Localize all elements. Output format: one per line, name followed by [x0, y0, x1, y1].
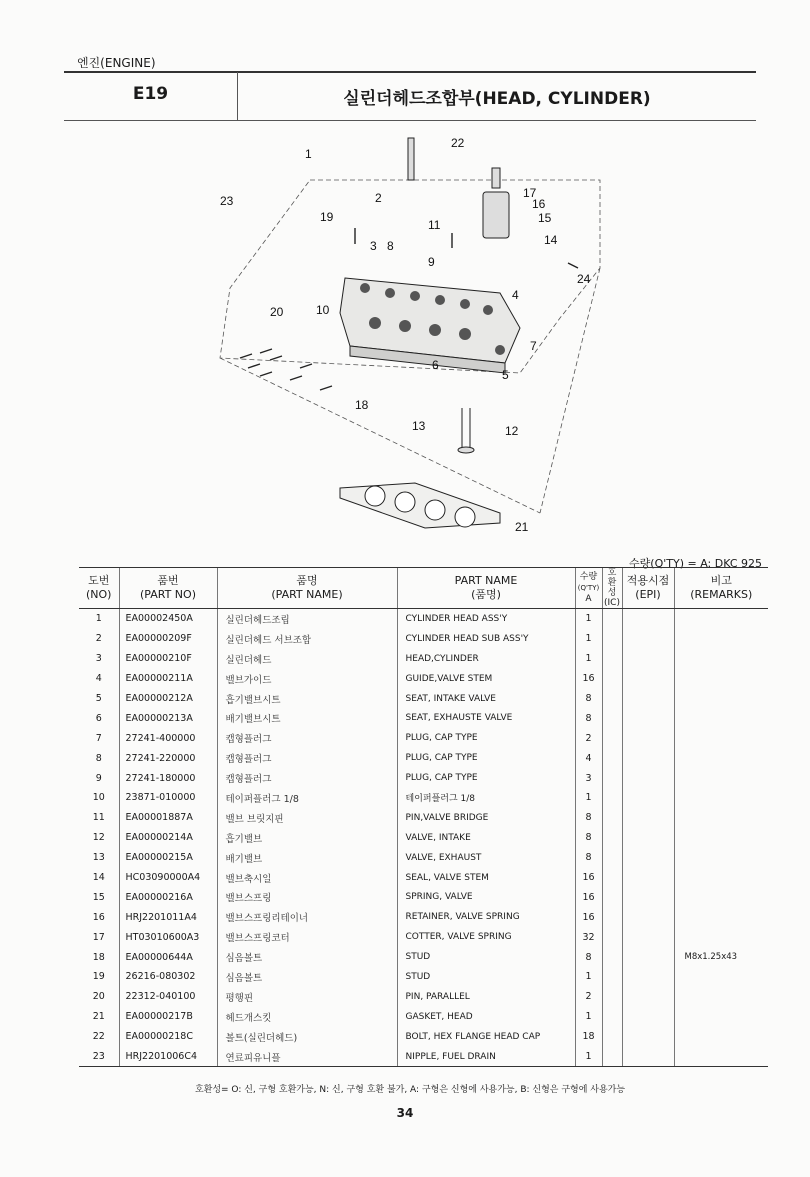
cell-qty: 4	[575, 748, 602, 768]
cell-part-no: HRJ2201011A4	[119, 907, 217, 927]
cell-part-no: EA00000210F	[119, 649, 217, 669]
cell-qty: 3	[575, 768, 602, 788]
cell-part-no: HC03090000A4	[119, 868, 217, 888]
callout-label: 6	[432, 358, 439, 372]
cell-no: 2	[95, 633, 102, 645]
cell-remarks	[674, 788, 768, 808]
cell-name-kr: 배기밸브	[217, 848, 397, 868]
cell-ic	[602, 669, 622, 689]
cell-name-en: SEAT, EXHAUSTE VALVE	[397, 708, 575, 728]
cell-name-kr: 실린더헤드조립	[217, 609, 397, 629]
cell-epi	[622, 1007, 674, 1027]
figure-code: E19	[132, 84, 169, 104]
cell-part-no: EA00000212A	[119, 689, 217, 709]
table-row	[79, 788, 768, 808]
callout-label: 19	[320, 210, 334, 224]
cell-part-no: EA00000213A	[119, 708, 217, 728]
cell-name-kr: 연료피유니플	[217, 1047, 397, 1067]
cell-no: 22	[92, 1031, 105, 1043]
cell-name-en: PIN,VALVE BRIDGE	[397, 808, 575, 828]
cell-part-no: EA00000215A	[119, 848, 217, 868]
cell-part-no: 27241-400000	[119, 728, 217, 748]
cell-name-en: NIPPLE, FUEL DRAIN	[397, 1047, 575, 1067]
cell-name-en: SEAT, INTAKE VALVE	[397, 689, 575, 709]
table-row	[79, 728, 768, 748]
cell-part-no: EA00002450A	[119, 609, 217, 629]
cell-ic	[602, 887, 622, 907]
cell-name-kr: 실린더헤드	[217, 649, 397, 669]
cell-no: 3	[95, 653, 102, 665]
table-row	[79, 1047, 768, 1067]
table-row	[79, 609, 768, 629]
cell-ic	[602, 748, 622, 768]
cell-name-en: HEAD,CYLINDER	[397, 649, 575, 669]
cell-remarks	[674, 609, 768, 629]
cell-name-kr: 밸브가이드	[217, 669, 397, 689]
cell-remarks	[674, 708, 768, 728]
cell-remarks	[674, 649, 768, 669]
cell-name-kr: 테이퍼플러그 1/8	[217, 788, 397, 808]
cell-ic	[602, 728, 622, 748]
cell-part-no: EA00000644A	[119, 947, 217, 967]
cell-name-en: PLUG, CAP TYPE	[397, 768, 575, 788]
callout-label: 10	[316, 303, 330, 317]
cell-part-no: HRJ2201006C4	[119, 1047, 217, 1067]
cell-no: 23	[79, 1047, 119, 1067]
table-row	[79, 1007, 768, 1027]
cell-epi	[622, 848, 674, 868]
callout-label: 24	[577, 272, 591, 286]
callout-label: 3	[370, 239, 377, 253]
cell-remarks	[674, 748, 768, 768]
cell-no: 19	[92, 971, 105, 983]
cell-remarks	[674, 768, 768, 788]
cell-epi	[622, 987, 674, 1007]
cell-remarks	[674, 629, 768, 649]
cell-name-en: STUD	[397, 967, 575, 987]
cell-name-kr: 흡기밸브시트	[217, 689, 397, 709]
cell-qty: 1	[575, 1047, 602, 1067]
cell-ic	[602, 689, 622, 709]
exploded-parts-diagram	[200, 128, 620, 548]
cell-remarks	[674, 808, 768, 828]
cell-ic	[602, 708, 622, 728]
cell-qty: 8	[575, 689, 602, 709]
cell-qty: 1	[575, 629, 602, 649]
cell-remarks	[674, 987, 768, 1007]
cell-name-en: GASKET, HEAD	[397, 1007, 575, 1027]
cell-no: 12	[92, 832, 105, 844]
cell-qty: 1	[575, 649, 602, 669]
cell-qty: 32	[575, 927, 602, 947]
cell-ic	[602, 649, 622, 669]
cell-name-kr: 심음볼트	[217, 967, 397, 987]
cell-qty: 8	[575, 848, 602, 868]
page-number: 34	[396, 1106, 414, 1120]
cell-qty: 16	[575, 868, 602, 888]
cell-epi	[622, 1027, 674, 1047]
cell-no: 17	[92, 931, 105, 943]
header-bottom-rule	[64, 120, 756, 121]
table-row	[79, 708, 768, 728]
cell-part-no: 22312-040100	[119, 987, 217, 1007]
cell-name-en: PIN, PARALLEL	[397, 987, 575, 1007]
table-row	[79, 689, 768, 709]
cell-qty: 1	[575, 1007, 602, 1027]
cell-ic	[602, 987, 622, 1007]
cell-no: 8	[95, 752, 102, 764]
cell-part-no: 27241-220000	[119, 748, 217, 768]
cell-name-en: RETAINER, VALVE SPRING	[397, 907, 575, 927]
table-row	[79, 669, 768, 689]
cell-name-kr: 밸브스프링	[217, 887, 397, 907]
cell-epi	[622, 649, 674, 669]
cell-ic	[602, 768, 622, 788]
cell-name-kr: 밸브스프링코터	[217, 927, 397, 947]
cell-ic	[602, 609, 622, 629]
cell-no: 11	[92, 812, 105, 824]
callout-label: 7	[530, 339, 537, 353]
cell-qty: 8	[575, 828, 602, 848]
cell-epi	[622, 788, 674, 808]
table-header-row	[79, 568, 768, 609]
cell-name-en: SPRING, VALVE	[397, 887, 575, 907]
cell-ic	[602, 1027, 622, 1047]
cell-remarks	[674, 967, 768, 987]
cell-remarks	[674, 868, 768, 888]
parts-table	[79, 567, 768, 1067]
cell-remarks	[674, 828, 768, 848]
cell-part-no: EA00001887A	[119, 808, 217, 828]
cell-remarks	[674, 1007, 768, 1027]
cell-no: 21	[92, 1011, 105, 1023]
cell-no: 13	[92, 852, 105, 864]
cell-name-kr: 밸브스프링리테이너	[217, 907, 397, 927]
cell-part-no: EA00000217B	[119, 1007, 217, 1027]
cell-qty: 2	[575, 728, 602, 748]
table-row	[79, 629, 768, 649]
callout-label: 14	[544, 233, 558, 247]
cell-remarks	[674, 1047, 768, 1067]
cell-ic	[602, 848, 622, 868]
cell-epi	[622, 669, 674, 689]
cell-qty: 18	[575, 1027, 602, 1047]
cell-epi	[622, 868, 674, 888]
cell-name-kr: 배기밸브시트	[217, 708, 397, 728]
cell-epi	[622, 609, 674, 629]
cell-name-kr: 캡형플러그	[217, 768, 397, 788]
callout-label: 21	[515, 520, 529, 534]
cell-no: 7	[95, 732, 102, 744]
col-header-no: 도번 (NO)	[79, 568, 119, 609]
cell-name-en: GUIDE,VALVE STEM	[397, 669, 575, 689]
table-row	[79, 828, 768, 848]
cell-qty: 16	[575, 907, 602, 927]
cell-part-no: EA00000216A	[119, 887, 217, 907]
cell-remarks	[674, 927, 768, 947]
cell-no: 6	[95, 712, 102, 724]
cell-qty: 8	[575, 947, 602, 967]
callout-label: 4	[512, 288, 519, 302]
cell-remarks	[674, 669, 768, 689]
cell-no: 15	[92, 891, 105, 903]
cell-part-no: 27241-180000	[119, 768, 217, 788]
cell-name-en: PLUG, CAP TYPE	[397, 748, 575, 768]
table-row	[79, 987, 768, 1007]
cell-name-kr: 흡기밸브	[217, 828, 397, 848]
cell-no: 1	[95, 613, 102, 625]
callout-label: 22	[451, 136, 465, 150]
cell-part-no: EA00000214A	[119, 828, 217, 848]
cell-name-en: CYLINDER HEAD SUB ASS'Y	[397, 629, 575, 649]
table-row	[79, 808, 768, 828]
cell-ic	[602, 828, 622, 848]
table-row	[79, 768, 768, 788]
cell-no: 16	[92, 911, 105, 923]
callout-label: 16	[532, 197, 546, 211]
cell-qty: 1	[575, 967, 602, 987]
cell-epi	[622, 947, 674, 967]
col-header-part-name-kr: 품명 (PART NAME)	[217, 568, 397, 609]
cell-name-en: 테이퍼플러그 1/8	[397, 788, 575, 808]
callout-label: 5	[502, 368, 509, 382]
cell-no: 9	[95, 772, 102, 784]
cell-part-no: EA00000218C	[119, 1027, 217, 1047]
page-title: 실린더헤드조합부(HEAD, CYLINDER)	[343, 89, 651, 109]
cell-name-en: VALVE, EXHAUST	[397, 848, 575, 868]
cell-ic	[602, 629, 622, 649]
table-row	[79, 748, 768, 768]
cell-no: 5	[95, 693, 102, 704]
cell-qty: 8	[575, 708, 602, 728]
cell-remarks	[674, 728, 768, 748]
header-top-rule	[64, 71, 756, 73]
cell-epi	[622, 907, 674, 927]
cell-ic	[602, 1047, 622, 1067]
cell-name-kr: 심음볼트	[217, 947, 397, 967]
cell-epi	[622, 967, 674, 987]
cell-ic	[602, 1007, 622, 1027]
cell-name-en: SEAL, VALVE STEM	[397, 868, 575, 888]
callout-label: 23	[220, 194, 234, 208]
cell-name-kr: 캡형플러그	[217, 748, 397, 768]
cell-remarks	[674, 907, 768, 927]
callout-label: 11	[428, 218, 441, 232]
cell-no: 10	[92, 792, 105, 804]
col-header-ic: 호 환 성 (IC)	[602, 568, 622, 609]
callout-label: 15	[538, 211, 552, 225]
table-row	[79, 848, 768, 868]
col-header-qty: 수량 (Q'TY) A	[575, 568, 602, 609]
cell-qty: 8	[575, 808, 602, 828]
cell-name-en: PLUG, CAP TYPE	[397, 728, 575, 748]
cell-epi	[622, 748, 674, 768]
callout-label: 8	[387, 239, 394, 253]
cell-epi	[622, 927, 674, 947]
cell-remarks: M8x1.25x43	[674, 947, 768, 967]
cell-epi	[622, 808, 674, 828]
cell-qty: 1	[575, 788, 602, 808]
callout-label: 17	[523, 186, 537, 200]
cell-qty: 2	[575, 987, 602, 1007]
callout-label: 18	[355, 398, 369, 412]
cell-remarks	[674, 887, 768, 907]
cell-epi	[622, 887, 674, 907]
cell-remarks	[674, 689, 768, 709]
cell-remarks	[674, 1027, 768, 1047]
callout-label: 9	[428, 255, 435, 269]
cell-name-en: COTTER, VALVE SPRING	[397, 927, 575, 947]
cell-name-kr: 실린더헤드 서브조합	[217, 629, 397, 649]
cell-no: 14	[92, 872, 105, 884]
cell-name-en: VALVE, INTAKE	[397, 828, 575, 848]
cell-qty: 16	[575, 887, 602, 907]
cell-name-kr: 헤드개스킷	[217, 1007, 397, 1027]
col-header-epi: 적용시점 (EPI)	[622, 568, 674, 609]
cell-qty: 1	[575, 609, 602, 629]
cell-remarks	[674, 848, 768, 868]
cell-part-no: EA00000209F	[119, 629, 217, 649]
cell-epi	[622, 828, 674, 848]
col-header-part-name-en: PART NAME (품명)	[397, 568, 575, 609]
cell-epi	[622, 1047, 674, 1067]
cell-ic	[602, 907, 622, 927]
table-row	[79, 947, 768, 967]
cell-no: 20	[92, 991, 105, 1003]
col-header-remarks: 비고 (REMARKS)	[674, 568, 768, 609]
cell-part-no: HT03010600A3	[119, 927, 217, 947]
callout-label: 12	[505, 424, 519, 438]
cell-name-kr: 밸브축시일	[217, 868, 397, 888]
cell-epi	[622, 728, 674, 748]
cell-name-kr: 평행핀	[217, 987, 397, 1007]
cell-part-no: 23871-010000	[119, 788, 217, 808]
cell-epi	[622, 708, 674, 728]
cell-no: 18	[92, 951, 105, 963]
cell-ic	[602, 927, 622, 947]
callout-label: 13	[412, 419, 426, 433]
cell-ic	[602, 947, 622, 967]
cell-ic	[602, 967, 622, 987]
cell-qty: 16	[575, 669, 602, 689]
table-row	[79, 927, 768, 947]
compatibility-footnote: 호환성= O: 신, 구형 호환가능, N: 신, 구형 호환 불가, A: 구형은 신형에 사용가능, B: 신형은 구형에 사용가능	[194, 1085, 626, 1095]
cell-epi	[622, 629, 674, 649]
table-row	[79, 649, 768, 669]
cell-part-no: 26216-080302	[119, 967, 217, 987]
cell-name-en: BOLT, HEX FLANGE HEAD CAP	[397, 1027, 575, 1047]
cell-part-no: EA00000211A	[119, 669, 217, 689]
cell-name-kr: 밸브 브릿지핀	[217, 808, 397, 828]
cell-no: 4	[95, 673, 102, 685]
cell-name-en: CYLINDER HEAD ASS'Y	[397, 609, 575, 629]
quantity-note: 수량(Q'TY) = A: DKC 925	[629, 557, 762, 570]
cell-epi	[622, 689, 674, 709]
table-row	[79, 967, 768, 987]
cell-ic	[602, 808, 622, 828]
cell-ic	[602, 788, 622, 808]
callout-label: 20	[270, 305, 284, 319]
section-label: 엔진(ENGINE)	[77, 56, 156, 70]
cell-name-kr: 캡형플러그	[217, 728, 397, 748]
callout-label: 1	[305, 147, 312, 161]
cell-name-en: STUD	[397, 947, 575, 967]
table-row	[79, 907, 768, 927]
head-gasket	[340, 483, 500, 528]
table-row	[79, 868, 768, 888]
cell-ic	[602, 868, 622, 888]
cell-epi	[622, 768, 674, 788]
cell-name-kr: 볼트(실린더헤드)	[217, 1027, 397, 1047]
callout-label: 2	[375, 191, 382, 205]
col-header-part-no: 품번 (PART NO)	[119, 568, 217, 609]
table-row	[79, 1027, 768, 1047]
table-row	[79, 887, 768, 907]
